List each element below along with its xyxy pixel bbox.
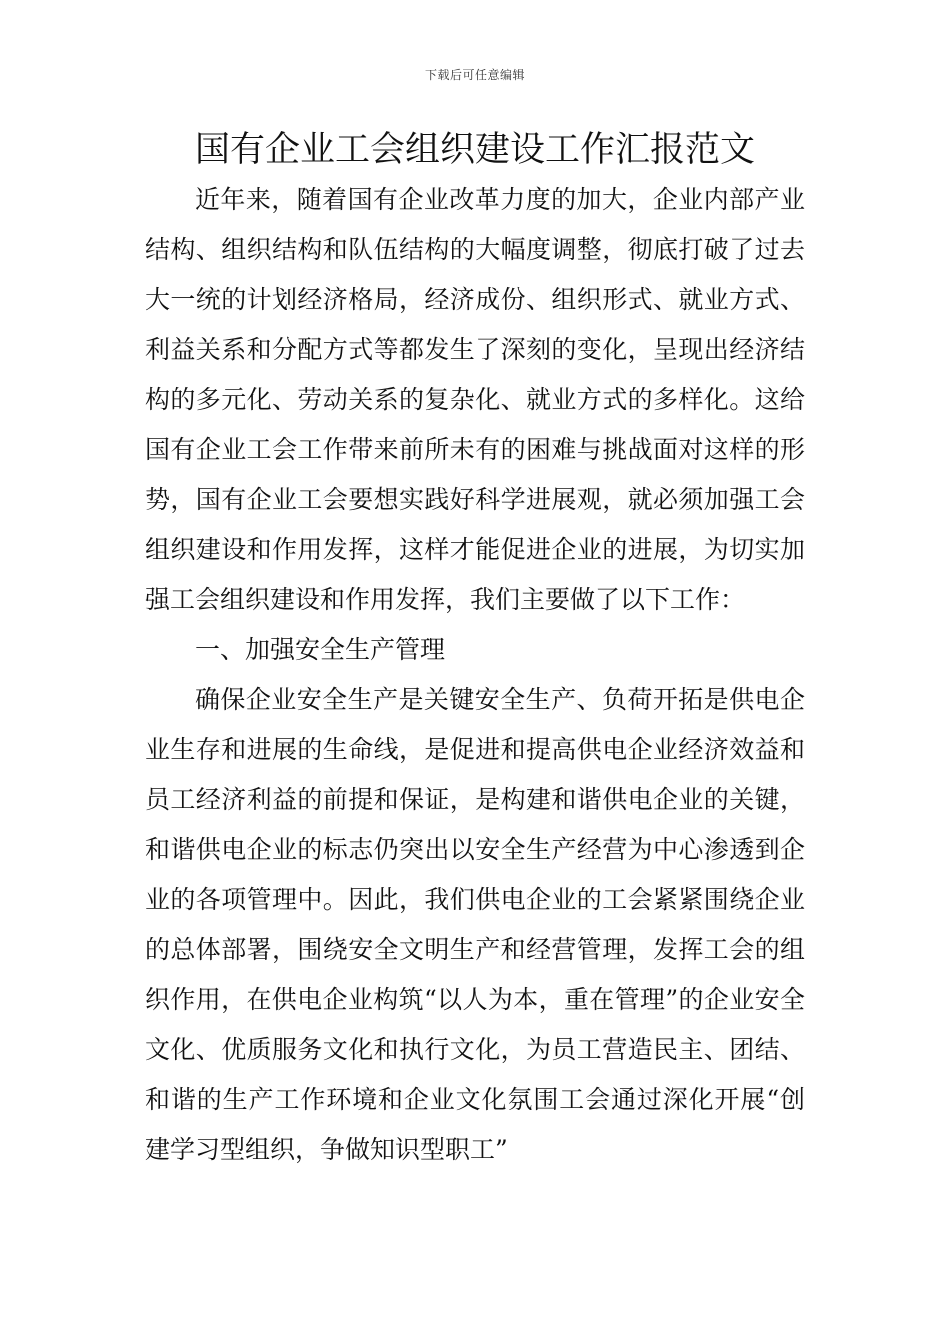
document-title: 国有企业工会组织建设工作汇报范文 <box>194 130 755 170</box>
paragraph-safety: 确保企业安全生产是关键安全生产、负荷开拓是供电企业生存和进展的生命线，是促进和提高供电企业经济效益和员工经济利益的前提和保证，是构建和谐供电企业的关键，和谐供电企业的标志仍突出以安全生产经营为中心渗透到企业的各项管理中。因此，我们供电企业的工会紧紧围绕企业的总体部署，围绕安全文明生产和经营管理，发挥工会的组织作用，在供电企业构筑“以人为本，重在管理”的企业安全文化、优质服务文化和执行文化，为员工营造民主、团结、和谐的生产工作环境和企业文化氛围工会通过深化开展“创建学习型组织，争做知识型职工” <box>145 685 805 1164</box>
download-note: 下载后可任意编辑 <box>424 68 525 82</box>
section-heading-1: 一、加强安全生产管理 <box>195 635 446 664</box>
paragraph-intro: 近年来，随着国有企业改革力度的加大，企业内部产业结构、组织结构和队伍结构的大幅度调整，彻底打破了过去大一统的计划经济格局，经济成份、组织形式、就业方式、利益关系和分配方式等都发生了深刻的变化，呈现出经济结构的多元化、劳动关系的复杂化、就业方式的多样化。这给国有企业工会工作带来前所未有的困难与挑战面对这样的形势，国有企业工会要想实践好科学进展观，就必须加强工会组织建设和作用发挥，这样才能促进企业的进展，为切实加强工会组织建设和作用发挥，我们主要做了以下工作： <box>145 185 805 614</box>
document-body <box>145 175 805 1175</box>
